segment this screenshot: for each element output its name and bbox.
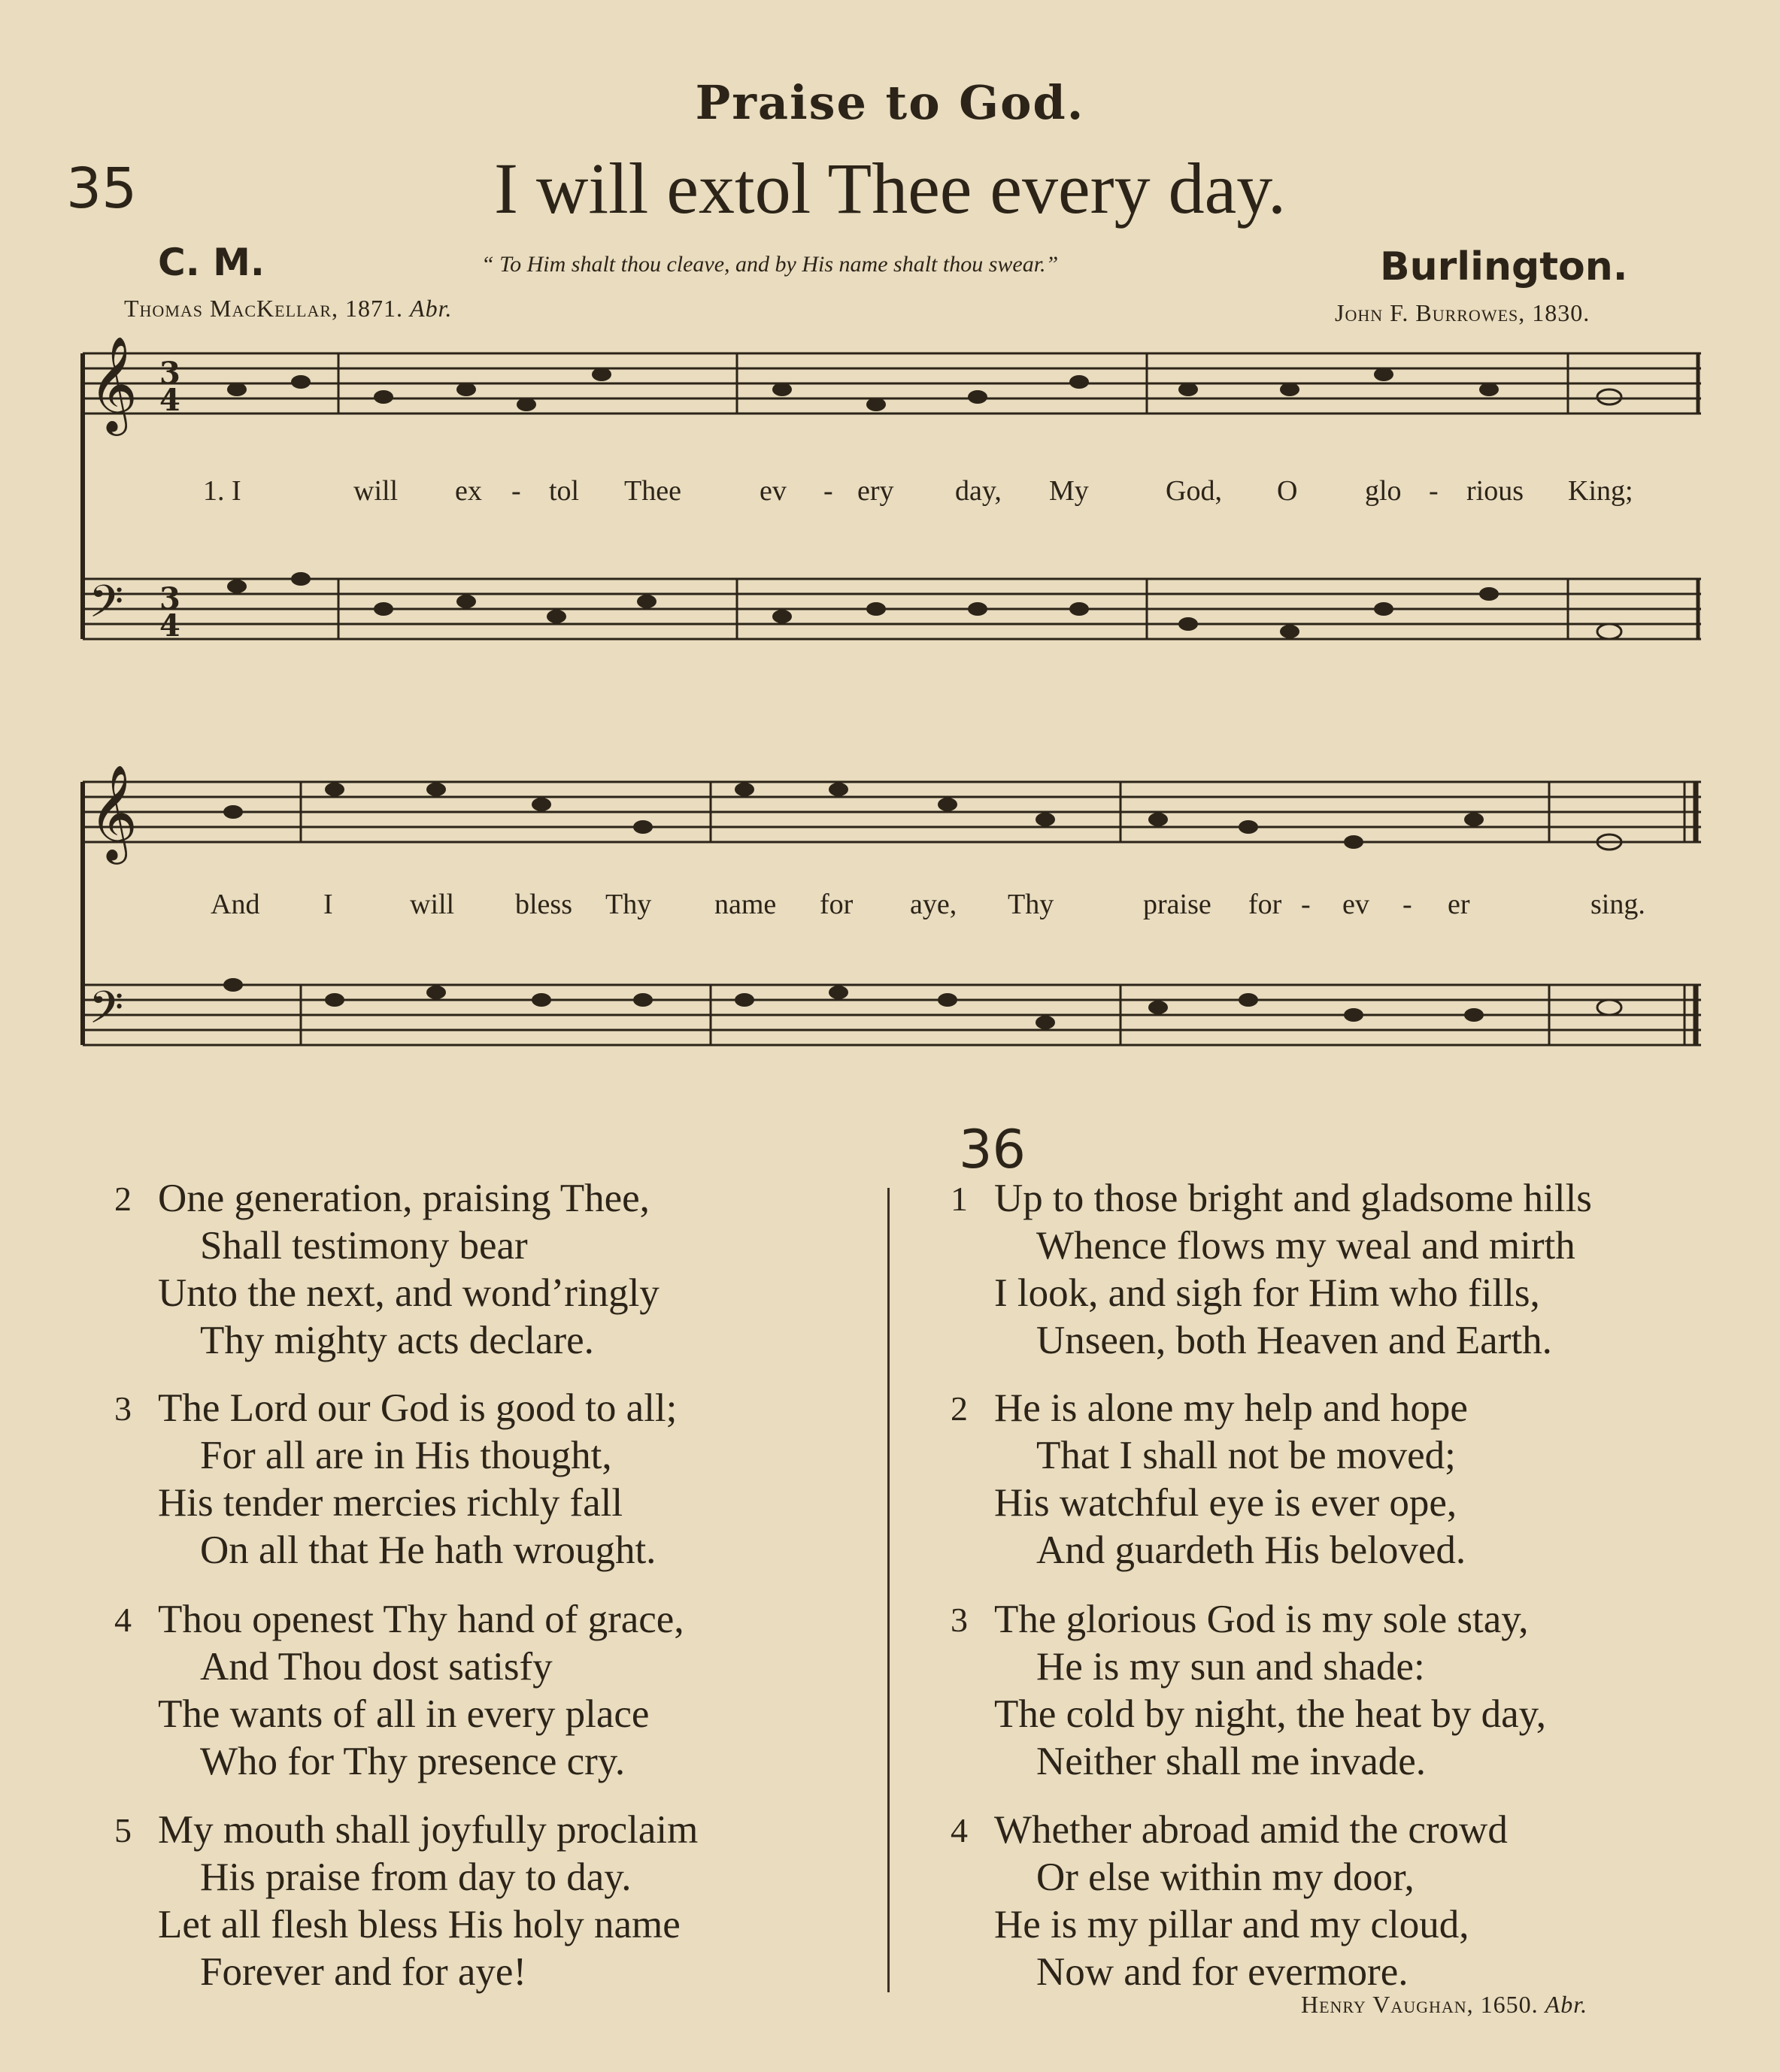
svg-text:glo: glo (1365, 475, 1402, 507)
music-system-2 (75, 744, 1707, 1090)
stanza-line: The glorious God is my sole stay, (994, 1598, 1529, 1641)
svg-text:1. I: 1. I (203, 475, 241, 507)
bass-staff-2 (83, 985, 1701, 1045)
time-signature-bass: 3 (159, 581, 180, 616)
h35-stanza-5 (114, 1807, 699, 1996)
h35-stanza-3 (114, 1385, 678, 1574)
stanza-number: 4 (951, 1811, 968, 1849)
svg-text:bless: bless (515, 889, 572, 920)
stanza-line: Thy mighty acts declare. (200, 1319, 594, 1362)
time-signature-treble: 3 (159, 356, 180, 391)
hymn-36-abr: Abr. (1545, 1991, 1588, 2018)
stanza-line: He is my pillar and my cloud, (994, 1903, 1469, 1946)
svg-text:ev: ev (760, 475, 787, 507)
h36-stanza-1 (951, 1175, 1592, 1365)
svg-text:-: - (823, 475, 833, 507)
stanza-number: 3 (114, 1389, 132, 1428)
words-abr: Abr. (410, 295, 453, 322)
column-divider (887, 1188, 890, 1992)
hymn-36-author-name: Henry Vaughan, 1650. (1301, 1991, 1539, 2018)
h35-stanza-2 (114, 1175, 660, 1365)
stanza-line: His tender mercies richly fall (158, 1481, 623, 1525)
treble-clef-icon: 𝄞 (89, 764, 138, 860)
stanza-line: He is alone my help and hope (994, 1386, 1468, 1430)
svg-text:-: - (1429, 475, 1439, 507)
stanza-line: His praise from day to day. (200, 1855, 632, 1899)
svg-text:ev: ev (1342, 889, 1369, 920)
stanza-number: 4 (114, 1601, 132, 1639)
svg-text:4: 4 (159, 383, 180, 418)
stanza-line: I look, and sigh for Him who fills, (994, 1271, 1540, 1315)
hymn-number: 35 (66, 156, 138, 221)
svg-text:Thy: Thy (605, 889, 652, 920)
stanza-line: Neither shall me invade. (1036, 1740, 1427, 1783)
stanza-line: The cold by night, the heat by day, (994, 1692, 1546, 1736)
svg-text:sing.: sing. (1590, 889, 1645, 920)
stanza-line: Whether abroad amid the crowd (994, 1808, 1508, 1852)
svg-text:I: I (323, 889, 333, 920)
hymn-36-number: 36 (959, 1119, 1026, 1180)
hymn-36-author (1301, 1991, 1587, 2019)
notes-system-1 (227, 368, 1621, 639)
stanza-line: Forever and for aye! (200, 1950, 527, 1994)
section-title: Praise to God. (695, 75, 1085, 130)
meter-label: C. M. (158, 241, 265, 284)
stanza-line: One generation, praising Thee, (158, 1177, 650, 1220)
svg-text:-: - (1301, 889, 1311, 920)
lyrics-system-1 (203, 475, 1633, 507)
stanza-line: Thou openest Thy hand of grace, (158, 1598, 684, 1641)
stanza-line: Unto the next, and wond’ringly (158, 1271, 660, 1315)
stanza-line: Shall testimony bear (200, 1224, 528, 1268)
bass-staff-1 (83, 579, 1701, 639)
words-author (124, 295, 452, 323)
svg-text:er: er (1448, 889, 1470, 920)
stanza-line: That I shall not be moved; (1036, 1434, 1456, 1477)
svg-text:My: My (1049, 475, 1089, 507)
stanza-line: And guardeth His beloved. (1036, 1528, 1466, 1572)
svg-text:for: for (1248, 889, 1282, 920)
svg-text:aye,: aye, (910, 889, 957, 920)
svg-text:4: 4 (159, 608, 180, 644)
epigraph: “ To Him shalt thou cleave, and by His name shalt thou swear.” (481, 252, 1059, 277)
lyrics-system-2 (211, 889, 1645, 920)
music-composer: John F. Burrowes, 1830. (1335, 299, 1590, 326)
stanza-line: He is my sun and shade: (1036, 1645, 1425, 1689)
treble-clef-icon: 𝄞 (89, 335, 138, 432)
svg-text:for: for (820, 889, 854, 920)
tune-name: Burlington. (1380, 244, 1628, 289)
stanza-line: Let all flesh bless His holy name (158, 1903, 681, 1946)
bass-clef-icon: 𝄢 (89, 575, 124, 638)
svg-text:Thee: Thee (624, 475, 681, 507)
stanza-line: Now and for evermore. (1036, 1950, 1409, 1994)
svg-text:-: - (511, 475, 521, 507)
svg-text:ery: ery (857, 475, 894, 507)
h36-stanza-3 (951, 1596, 1546, 1786)
stanza-number: 1 (951, 1180, 968, 1218)
bass-clef-icon: 𝄢 (89, 981, 124, 1044)
treble-staff-1 (83, 353, 1701, 413)
stanza-number: 3 (951, 1601, 968, 1639)
hymn-title: I will extol Thee every day. (494, 148, 1286, 229)
svg-text:And: And (211, 889, 260, 920)
svg-text:ex: ex (455, 475, 482, 507)
svg-text:name: name (714, 889, 777, 920)
h35-stanza-4 (114, 1596, 684, 1786)
stanza-line: Up to those bright and gladsome hills (994, 1177, 1592, 1220)
h36-stanza-2 (951, 1385, 1468, 1574)
svg-text:tol: tol (549, 475, 580, 507)
music-system-1 (75, 331, 1707, 677)
svg-text:will: will (410, 889, 455, 920)
svg-text:rious: rious (1466, 475, 1524, 507)
svg-text:-: - (1402, 889, 1412, 920)
stanza-line: For all are in His thought, (200, 1434, 612, 1477)
stanza-line: On all that He hath wrought. (200, 1528, 657, 1572)
svg-text:Thy: Thy (1008, 889, 1054, 920)
stanza-line: The wants of all in every place (158, 1692, 650, 1736)
svg-text:God,: God, (1166, 475, 1222, 507)
h36-stanza-4 (951, 1807, 1508, 1996)
stanza-line: Or else within my door, (1036, 1855, 1415, 1899)
stanza-line: His watchful eye is ever ope, (994, 1481, 1457, 1525)
stanza-line: And Thou dost satisfy (200, 1645, 553, 1689)
stanza-number: 2 (951, 1389, 968, 1428)
svg-text:will: will (353, 475, 399, 507)
stanza-line: Whence flows my weal and mirth (1036, 1224, 1575, 1268)
stanza-number: 5 (114, 1811, 132, 1849)
stanza-line: Who for Thy presence cry. (200, 1740, 626, 1783)
svg-text:praise: praise (1143, 889, 1211, 920)
stanza-line: Unseen, both Heaven and Earth. (1036, 1319, 1552, 1362)
stanza-line: My mouth shall joyfully proclaim (158, 1808, 699, 1852)
svg-text:King;: King; (1568, 475, 1633, 507)
words-author-name: Thomas MacKellar, 1871. (124, 295, 404, 322)
stanza-number: 2 (114, 1180, 132, 1218)
svg-text:O: O (1277, 475, 1298, 507)
svg-text:day,: day, (955, 475, 1002, 507)
stanza-line: The Lord our God is good to all; (158, 1386, 678, 1430)
